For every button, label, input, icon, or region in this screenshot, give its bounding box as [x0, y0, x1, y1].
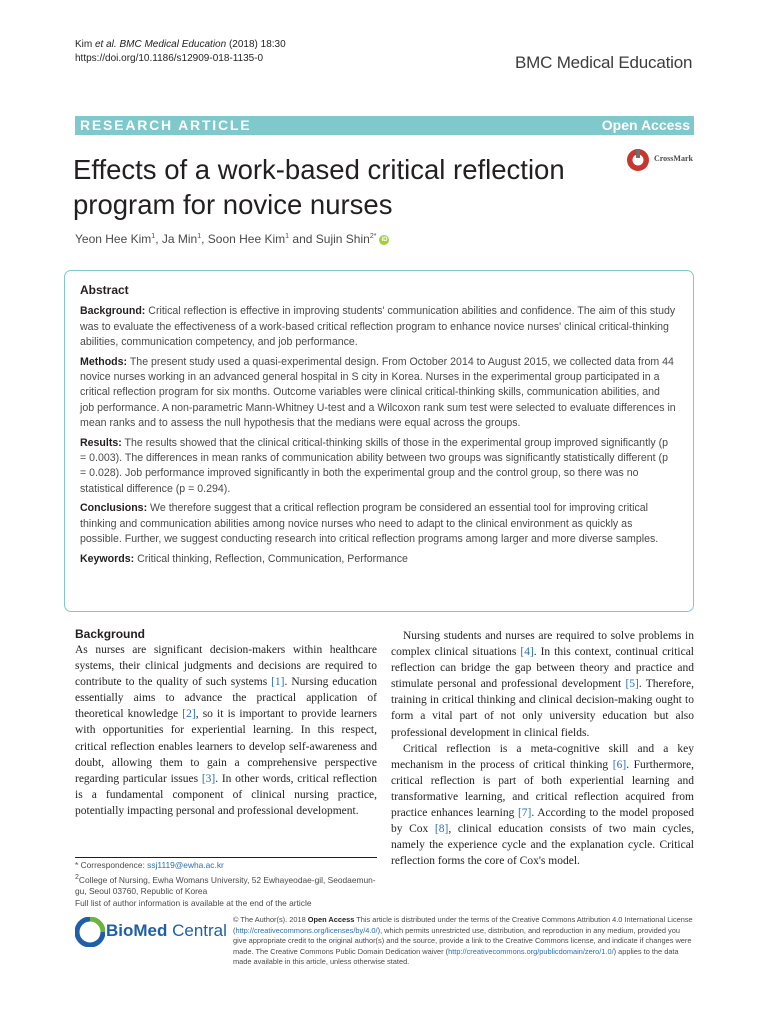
license-open-access: Open Access	[307, 915, 355, 924]
author-info-note: Full list of author information is available at the end of the article	[75, 897, 312, 908]
biomed-central-logo	[75, 913, 225, 951]
doi-link[interactable]: https://doi.org/10.1186/s12909-018-1135-0	[75, 53, 264, 64]
abstract-results-text: The results showed that the clinical critical-thinking skills of those in the experimental group improved significantly (p = 0.003). The differences in mean ranks of communication ability between two groups was significantly statistically different (p = 0.028). Job performance improved significantly in both the experimental group and the control group, so there was no statistical difference (p = 0.294).	[80, 436, 669, 495]
license-statement	[233, 915, 693, 968]
body-text: . Therefore, training in critical thinking and clinical decision-making ought to form a vital part of not only university education but also professional development in clinical fields.	[391, 678, 694, 739]
citation-ref[interactable]: [8]	[434, 823, 449, 836]
journal-name: BMC Medical Education	[515, 53, 693, 72]
license-text: This article is distributed under the terms of the Creative Commons Attribution 4.0 International License (	[233, 915, 693, 935]
author-affil-sup: 2*	[369, 233, 377, 240]
author-separator: ,	[155, 232, 162, 246]
body-text: , so it is important to provide learners with opportunities for experiential learning. In this respect, critical reflection enables learners to develop self-awareness and doubt, allowing them to gain a comprehensive perspective regarding particular issues	[75, 708, 377, 785]
body-text: . According to the model proposed by Cox	[391, 807, 694, 836]
author-affil-sup: 1	[285, 233, 290, 240]
abstract-background-text: Critical reflection is effective in improving students' communication abilities and confidence. The aim of this study was to evaluate the effectiveness of a work-based critical reflection program to enhance novice nurses' clinical critical-thinking abilities, communication competency, and job performance.	[80, 305, 676, 349]
footnote-divider	[75, 857, 377, 858]
affiliation-sup: 2	[75, 873, 79, 881]
body-column-left	[75, 626, 377, 819]
body-text: . In other words, critical reflection is a fundamental component of clinical nursing practice, potentially impacting personal and professional development.	[75, 772, 377, 817]
article-type-label: RESEARCH ARTICLE	[80, 117, 252, 133]
citation-ref[interactable]: [4]	[520, 646, 534, 659]
author-name[interactable]: Soon Hee Kim	[207, 232, 286, 246]
body-text: , clinical education consists of two main cycles, namely the experience cycle and the explanation cycle. Critical reflection forms the core of Cox's model.	[391, 823, 694, 868]
crossmark-label: CrossMark	[654, 154, 693, 163]
abstract	[80, 283, 676, 571]
abstract-methods-text: The present study used a quasi-experimental design. From October 2014 to August 2015, we collected data from 44 novice nurses working in an advanced general hospital in S city in Korea. Nurses in the experimental group participated in a critical reflection program for six months. Outcome variables were clinical critical-thinking skills, communication abilities, and job performance. A non-parametric Mann-Whitney U-test and a Wilcoxon rank sum test were selected to evaluate differences in mean ranks and to assess the null hypothesis that the medians were equal across the groups.	[80, 355, 676, 430]
author-affil-sup: 1	[151, 233, 156, 240]
author-separator: ,	[201, 232, 208, 246]
body-text: Critical reflection is a meta-cognitive skill and a key mechanism in the process of critical thinking	[391, 742, 694, 771]
citation-author: Kim	[75, 39, 95, 50]
citation-ref[interactable]: [3]	[201, 772, 216, 785]
abstract-keywords	[80, 552, 676, 567]
correspondence-note	[75, 860, 377, 872]
open-access-label: Open Access	[601, 117, 690, 133]
logo-biomed-text: BioMed	[106, 921, 168, 940]
section-heading-background: Background	[75, 627, 146, 641]
license-link-cc-zero[interactable]: http://creativecommons.org/publicdomain/zero/1.0/	[448, 946, 614, 956]
body-column-right	[391, 628, 694, 869]
footnotes	[75, 860, 377, 909]
author-affil-sup: 1	[197, 233, 202, 240]
affiliation-text: College of Nursing, Ewha Womans University, 52 Ewhayeodae-gil, Seodaemun-gu, Seoul 03760, Republic of Korea	[75, 874, 376, 896]
abstract-background	[80, 304, 676, 350]
author-name[interactable]: Ja Min	[161, 232, 198, 246]
abstract-results	[80, 436, 676, 498]
license-text: ), which permits unrestricted use, distribution, and reproduction in any medium, provided you give appropriate credit to the original author(s) and the source, provide a link to the Creative Commons license, and indicate if changes were made. The Creative Commons Public Domain Dedication waiver (	[233, 925, 692, 956]
citation-ref[interactable]: [2]	[182, 708, 196, 721]
abstract-keywords-text: Critical thinking, Reflection, Communication, Performance	[134, 552, 408, 565]
title-line-2: program for novice nurses	[73, 189, 393, 220]
author-name[interactable]: Yeon Hee Kim	[75, 232, 152, 246]
article-title	[73, 152, 613, 222]
citation-ref[interactable]: [6]	[612, 758, 627, 771]
author-separator: and	[289, 232, 316, 246]
biomed-central-wordmark	[106, 921, 227, 941]
body-text: . Nursing education essentially aims to advance the practical application of theoretical knowledge	[75, 676, 377, 721]
citation-ref[interactable]: [1]	[271, 676, 285, 689]
citation-ref[interactable]: [5]	[625, 678, 639, 691]
citation-journal: et al. BMC Medical Education	[95, 39, 227, 50]
license-text: © The Author(s). 2018	[233, 915, 308, 924]
body-text: As nurses are significant decision-makers within healthcare systems, their clinical judgments and decisions are required to contribute to the quality of such systems	[75, 644, 377, 689]
biomed-central-logo-icon	[75, 917, 105, 947]
body-text: Nursing students and nurses are required to solve problems in complex clinical situations	[391, 630, 694, 659]
body-paragraph	[391, 741, 694, 870]
abstract-results-label: Results:	[80, 436, 122, 449]
body-paragraph	[391, 628, 694, 741]
abstract-heading: Abstract	[80, 283, 129, 297]
abstract-methods-label: Methods:	[80, 355, 128, 368]
abstract-methods	[80, 355, 676, 432]
body-paragraph	[75, 642, 377, 819]
citation-ref[interactable]: [7]	[517, 807, 532, 820]
orcid-icon[interactable]: iD	[381, 236, 388, 243]
author-list	[75, 232, 389, 246]
abstract-conclusions-text: We therefore suggest that a critical reflection program be considered an essential tool for improving critical thinking and communication abilities among novice nurses who need to adapt to the clinical environment as quickly as possible. Further, we suggest conducting research into critical reflection programs among larger and more diverse samples.	[80, 502, 659, 546]
body-text: . Furthermore, critical reflection is part of both experiential learning and transformative learning, and critical reflection acquired from practice enhances learning	[391, 758, 695, 820]
body-text: . In this context, continual critical reflection can bridge the gap between theory and practice and stimulate personal and professional development	[391, 646, 694, 691]
license-link-cc-by[interactable]: http://creativecommons.org/licenses/by/4.0/	[235, 925, 378, 935]
logo-central-text: Central	[167, 921, 227, 940]
abstract-conclusions	[80, 501, 676, 547]
correspondence-label: * Correspondence:	[75, 860, 148, 870]
license-text: ) applies to the data made available in this article, unless otherwise stated.	[233, 946, 679, 967]
abstract-background-label: Background:	[80, 305, 146, 318]
correspondence-email-link[interactable]: ssj1119@ewha.ac.kr	[147, 860, 224, 870]
affiliation-note	[75, 872, 377, 898]
title-line-1: Effects of a work-based critical reflection	[73, 154, 565, 185]
citation-year: (2018) 18:30	[226, 39, 286, 50]
abstract-keywords-label: Keywords:	[80, 552, 135, 565]
citation-header	[75, 38, 286, 66]
abstract-conclusions-label: Conclusions:	[80, 502, 148, 515]
author-name[interactable]: Sujin Shin	[315, 232, 370, 246]
